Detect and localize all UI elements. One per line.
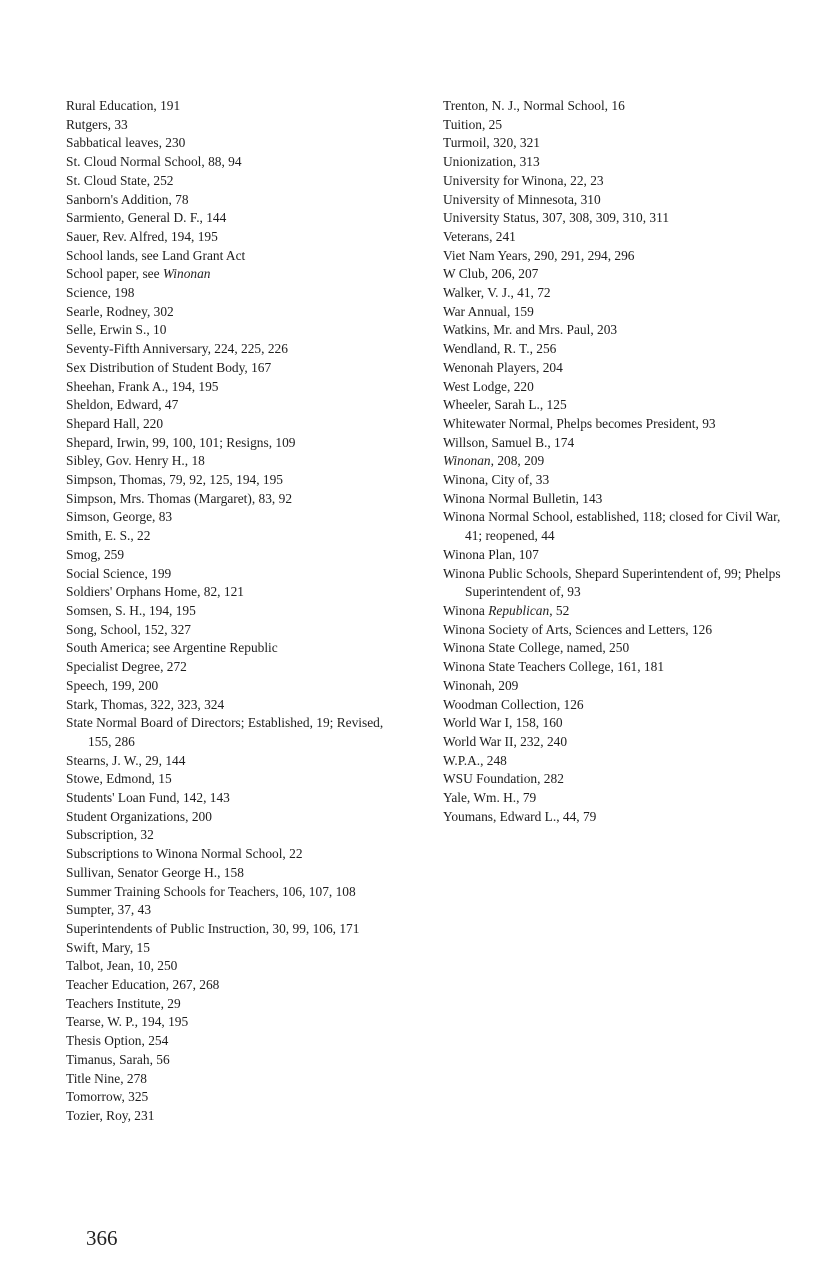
index-entry-text: Simpson, Mrs. Thomas (Margaret), 83, 92 bbox=[66, 490, 293, 506]
index-entry bbox=[66, 639, 406, 658]
index-entry-text: University of Minnesota, 310 bbox=[443, 191, 601, 207]
index-entry bbox=[66, 1051, 406, 1070]
index-entry-text: Sullivan, Senator George H., 158 bbox=[66, 864, 244, 880]
index-entry bbox=[66, 677, 406, 696]
index-entry-text: Rural Education, 191 bbox=[66, 98, 181, 113]
index-entry-text: Walker, V. J., 41, 72 bbox=[443, 285, 551, 301]
index-entry-text: Stearns, J. W., 29, 144 bbox=[66, 752, 186, 768]
index-entry-text: Speech, 199, 200 bbox=[66, 677, 159, 693]
index-entry bbox=[443, 378, 783, 397]
index-entry bbox=[443, 284, 783, 303]
index-entry-text: World War II, 232, 240 bbox=[443, 733, 568, 749]
index-entry bbox=[443, 303, 783, 322]
index-entry bbox=[66, 378, 406, 397]
index-entry bbox=[66, 1107, 406, 1126]
index-entry bbox=[443, 434, 783, 453]
index-entry bbox=[443, 714, 783, 733]
index-entry bbox=[66, 508, 406, 527]
index-entry-italic-text: Winonan bbox=[443, 453, 491, 469]
index-entry bbox=[66, 153, 406, 172]
index-entry-text: Winona State Teachers College, 161, 181 bbox=[443, 659, 665, 675]
index-entry-text: Seventy-Fifth Anniversary, 224, 225, 226 bbox=[66, 341, 288, 357]
index-entry-text: Summer Training Schools for Teachers, 106, 107, 108 bbox=[66, 883, 356, 899]
index-entry-text: Sumpter, 37, 43 bbox=[66, 902, 152, 918]
index-entry-text: Trenton, N. J., Normal School, 16 bbox=[443, 98, 625, 113]
index-entry bbox=[66, 920, 406, 939]
index-entry bbox=[66, 864, 406, 883]
index-entry bbox=[443, 247, 783, 266]
index-entry-text: Song, School, 152, 327 bbox=[66, 621, 191, 637]
index-entry-text: Whitewater Normal, Phelps becomes President, 93 bbox=[443, 415, 716, 431]
index-entry-text: Social Science, 199 bbox=[66, 565, 172, 581]
index-entry-text: School paper, see bbox=[66, 266, 163, 282]
index-entry-text: Viet Nam Years, 290, 291, 294, 296 bbox=[443, 247, 635, 263]
index-entry bbox=[66, 116, 406, 135]
index-entry-text: St. Cloud State, 252 bbox=[66, 172, 174, 188]
index-entry bbox=[66, 396, 406, 415]
index-entry bbox=[443, 209, 783, 228]
index-entry-italic-text: Winonan bbox=[162, 266, 211, 282]
index-entry-text: Shepard, Irwin, 99, 100, 101; Resigns, 109 bbox=[66, 434, 296, 450]
index-entry-text: Winona Normal Bulletin, 143 bbox=[443, 490, 603, 506]
index-entry bbox=[66, 883, 406, 902]
index-entry bbox=[66, 602, 406, 621]
index-entry bbox=[443, 452, 783, 471]
index-entry bbox=[66, 1013, 406, 1032]
index-entry-text: Wenonah Players, 204 bbox=[443, 359, 563, 375]
index-entry bbox=[66, 172, 406, 191]
index-entry bbox=[66, 939, 406, 958]
index-entry bbox=[66, 284, 406, 303]
index-entry bbox=[66, 359, 406, 378]
index-entry-text: Yale, Wm. H., 79 bbox=[443, 790, 537, 806]
index-entry bbox=[66, 621, 406, 640]
index-entry bbox=[443, 340, 783, 359]
index-entry bbox=[443, 658, 783, 677]
index-entry-text: Watkins, Mr. and Mrs. Paul, 203 bbox=[443, 322, 618, 338]
index-entry-text: W.P.A., 248 bbox=[443, 752, 507, 768]
index-entry-text: Tomorrow, 325 bbox=[66, 1089, 149, 1105]
index-entry bbox=[66, 490, 406, 509]
index-entry bbox=[66, 565, 406, 584]
index-entry-text: Tearse, W. P., 194, 195 bbox=[66, 1014, 189, 1030]
index-entry-text: South America; see Argentine Republic bbox=[66, 640, 278, 656]
index-entry bbox=[443, 265, 783, 284]
index-entry-text: West Lodge, 220 bbox=[443, 378, 534, 394]
index-entry bbox=[66, 97, 406, 116]
index-entry-text: Winonah, 209 bbox=[443, 677, 519, 693]
index-entry-text: Students' Loan Fund, 142, 143 bbox=[66, 790, 230, 806]
index-entry-text: University for Winona, 22, 23 bbox=[443, 172, 604, 188]
index-entry-text: Sarmiento, General D. F., 144 bbox=[66, 210, 227, 226]
index-entry-text: War Annual, 159 bbox=[443, 303, 534, 319]
index-entry-text: Student Organizations, 200 bbox=[66, 808, 212, 824]
index-entry bbox=[443, 97, 783, 116]
index-entry bbox=[66, 434, 406, 453]
index-entry-text: Smith, E. S., 22 bbox=[66, 528, 151, 544]
index-entry-text: Timanus, Sarah, 56 bbox=[66, 1051, 170, 1067]
index-entry bbox=[66, 826, 406, 845]
index-entry-text: Simpson, Thomas, 79, 92, 125, 194, 195 bbox=[66, 472, 283, 488]
index-entry-text: Subscriptions to Winona Normal School, 22 bbox=[66, 846, 303, 862]
index-entry-text: Sanborn's Addition, 78 bbox=[66, 191, 189, 207]
index-entry bbox=[443, 228, 783, 247]
index-entry bbox=[443, 639, 783, 658]
index-entry-text: Specialist Degree, 272 bbox=[66, 659, 187, 675]
index-entry-text: Winona Public Schools, Shepard Superintendent of, 99; Phelps Superintendent of, 93 bbox=[443, 565, 781, 600]
index-entry bbox=[66, 265, 406, 284]
index-entry-text: Winona Normal School, established, 118; closed for Civil War, 41; reopened, 44 bbox=[443, 509, 781, 544]
index-entry-text: State Normal Board of Directors; Established, 19; Revised, 155, 286 bbox=[66, 715, 384, 749]
index-entry-text: Sheldon, Edward, 47 bbox=[66, 397, 179, 413]
index-entry-text: Winona Society of Arts, Sciences and Letters, 126 bbox=[443, 621, 713, 637]
index-entry-text: Soldiers' Orphans Home, 82, 121 bbox=[66, 584, 244, 600]
index-entry bbox=[66, 321, 406, 340]
index-entry-text: Tozier, Roy, 231 bbox=[66, 1107, 155, 1123]
index-entry-text: Veterans, 241 bbox=[443, 228, 516, 244]
index-entry bbox=[66, 789, 406, 808]
index-entry bbox=[66, 957, 406, 976]
index-entry-text: Simson, George, 83 bbox=[66, 509, 173, 525]
index-entry bbox=[66, 1070, 406, 1089]
index-entry-text: Stark, Thomas, 322, 323, 324 bbox=[66, 696, 225, 712]
index-entry bbox=[443, 359, 783, 378]
index-entry bbox=[66, 303, 406, 322]
index-entry bbox=[66, 583, 406, 602]
index-entry-text: Tuition, 25 bbox=[443, 116, 503, 132]
index-entry bbox=[66, 415, 406, 434]
index-entry-text: Winona State College, named, 250 bbox=[443, 640, 630, 656]
index-entry bbox=[443, 565, 783, 602]
index-entry bbox=[443, 415, 783, 434]
index-column-right bbox=[443, 97, 783, 826]
index-entry bbox=[66, 228, 406, 247]
index-entry bbox=[443, 172, 783, 191]
index-entry-text: Winona Plan, 107 bbox=[443, 546, 539, 562]
index-entry bbox=[66, 209, 406, 228]
index-entry-text: St. Cloud Normal School, 88, 94 bbox=[66, 154, 242, 170]
index-entry bbox=[443, 490, 783, 509]
index-entry bbox=[443, 677, 783, 696]
index-entry bbox=[443, 789, 783, 808]
index-entry bbox=[443, 752, 783, 771]
index-entry-text: Sabbatical leaves, 230 bbox=[66, 135, 186, 151]
index-entry bbox=[443, 602, 783, 621]
index-entry bbox=[66, 976, 406, 995]
index-entry bbox=[443, 546, 783, 565]
index-entry-text: Talbot, Jean, 10, 250 bbox=[66, 958, 178, 974]
index-entry-text: , 52 bbox=[549, 602, 570, 618]
index-entry-text: Sex Distribution of Student Body, 167 bbox=[66, 359, 272, 375]
index-entry-text: Smog, 259 bbox=[66, 546, 125, 562]
index-entry-italic-text: Republican bbox=[488, 602, 550, 618]
index-entry-text: Willson, Samuel B., 174 bbox=[443, 434, 575, 450]
index-entry bbox=[66, 696, 406, 715]
index-entry-text: Wheeler, Sarah L., 125 bbox=[443, 397, 567, 413]
index-entry-text: Winona bbox=[443, 602, 489, 618]
index-entry bbox=[66, 1088, 406, 1107]
index-entry-text: World War I, 158, 160 bbox=[443, 715, 563, 731]
index-entry bbox=[66, 1032, 406, 1051]
index-entry bbox=[443, 696, 783, 715]
index-entry bbox=[66, 658, 406, 677]
index-entry bbox=[66, 770, 406, 789]
index-entry-text: Title Nine, 278 bbox=[66, 1070, 147, 1086]
index-entry bbox=[443, 770, 783, 789]
index-entry-text: , 208, 209 bbox=[490, 453, 545, 469]
index-entry-text: Sauer, Rev. Alfred, 194, 195 bbox=[66, 228, 218, 244]
index-entry-text: Rutgers, 33 bbox=[66, 116, 128, 132]
index-entry-text: Selle, Erwin S., 10 bbox=[66, 322, 167, 338]
index-entry bbox=[66, 901, 406, 920]
index-entry bbox=[66, 714, 406, 751]
index-entry bbox=[443, 396, 783, 415]
index-entry-text: School lands, see Land Grant Act bbox=[66, 247, 246, 263]
index-column-left bbox=[66, 97, 406, 1126]
index-entry bbox=[443, 733, 783, 752]
index-entry bbox=[66, 452, 406, 471]
index-entry bbox=[66, 340, 406, 359]
index-entry bbox=[443, 191, 783, 210]
index-entry bbox=[443, 808, 783, 827]
index-entry-text: Science, 198 bbox=[66, 285, 135, 301]
index-entry bbox=[443, 621, 783, 640]
index-entry-text: Subscription, 32 bbox=[66, 827, 154, 843]
index-entry bbox=[66, 134, 406, 153]
index-entry-text: Sheehan, Frank A., 194, 195 bbox=[66, 378, 219, 394]
index-entry-text: W Club, 206, 207 bbox=[443, 266, 539, 282]
index-entry-text: Superintendents of Public Instruction, 30, 99, 106, 171 bbox=[66, 920, 360, 936]
index-entry bbox=[66, 752, 406, 771]
index-entry-text: Thesis Option, 254 bbox=[66, 1033, 169, 1049]
index-entry bbox=[66, 546, 406, 565]
index-entry bbox=[443, 134, 783, 153]
index-entry-text: Searle, Rodney, 302 bbox=[66, 303, 174, 319]
index-entry bbox=[443, 471, 783, 490]
index-entry-text: Youmans, Edward L., 44, 79 bbox=[443, 808, 597, 824]
index-entry bbox=[443, 153, 783, 172]
index-entry-text: Shepard Hall, 220 bbox=[66, 415, 164, 431]
index-entry-text: Unionization, 313 bbox=[443, 154, 540, 170]
index-entry-text: Wendland, R. T., 256 bbox=[443, 341, 557, 357]
index-entry-text: WSU Foundation, 282 bbox=[443, 771, 564, 787]
index-entry bbox=[66, 845, 406, 864]
index-entry bbox=[443, 321, 783, 340]
index-entry bbox=[66, 471, 406, 490]
index-entry bbox=[66, 808, 406, 827]
index-entry-text: Teacher Education, 267, 268 bbox=[66, 977, 220, 993]
index-entry-text: Swift, Mary, 15 bbox=[66, 939, 150, 955]
index-entry-text: Woodman Collection, 126 bbox=[443, 696, 584, 712]
index-entry bbox=[66, 995, 406, 1014]
index-entry-text: Stowe, Edmond, 15 bbox=[66, 771, 172, 787]
index-entry bbox=[66, 247, 406, 266]
index-entry-text: Sibley, Gov. Henry H., 18 bbox=[66, 453, 205, 469]
index-entry-text: Teachers Institute, 29 bbox=[66, 995, 181, 1011]
index-entry-text: Somsen, S. H., 194, 195 bbox=[66, 602, 196, 618]
index-entry bbox=[443, 508, 783, 545]
index-entry bbox=[443, 116, 783, 135]
index-entry bbox=[66, 191, 406, 210]
index-entry bbox=[66, 527, 406, 546]
page-number: 366 bbox=[86, 1226, 118, 1250]
index-entry-text: Turmoil, 320, 321 bbox=[443, 135, 540, 151]
index-entry-text: University Status, 307, 308, 309, 310, 311 bbox=[443, 210, 670, 226]
index-entry-text: Winona, City of, 33 bbox=[443, 472, 550, 488]
